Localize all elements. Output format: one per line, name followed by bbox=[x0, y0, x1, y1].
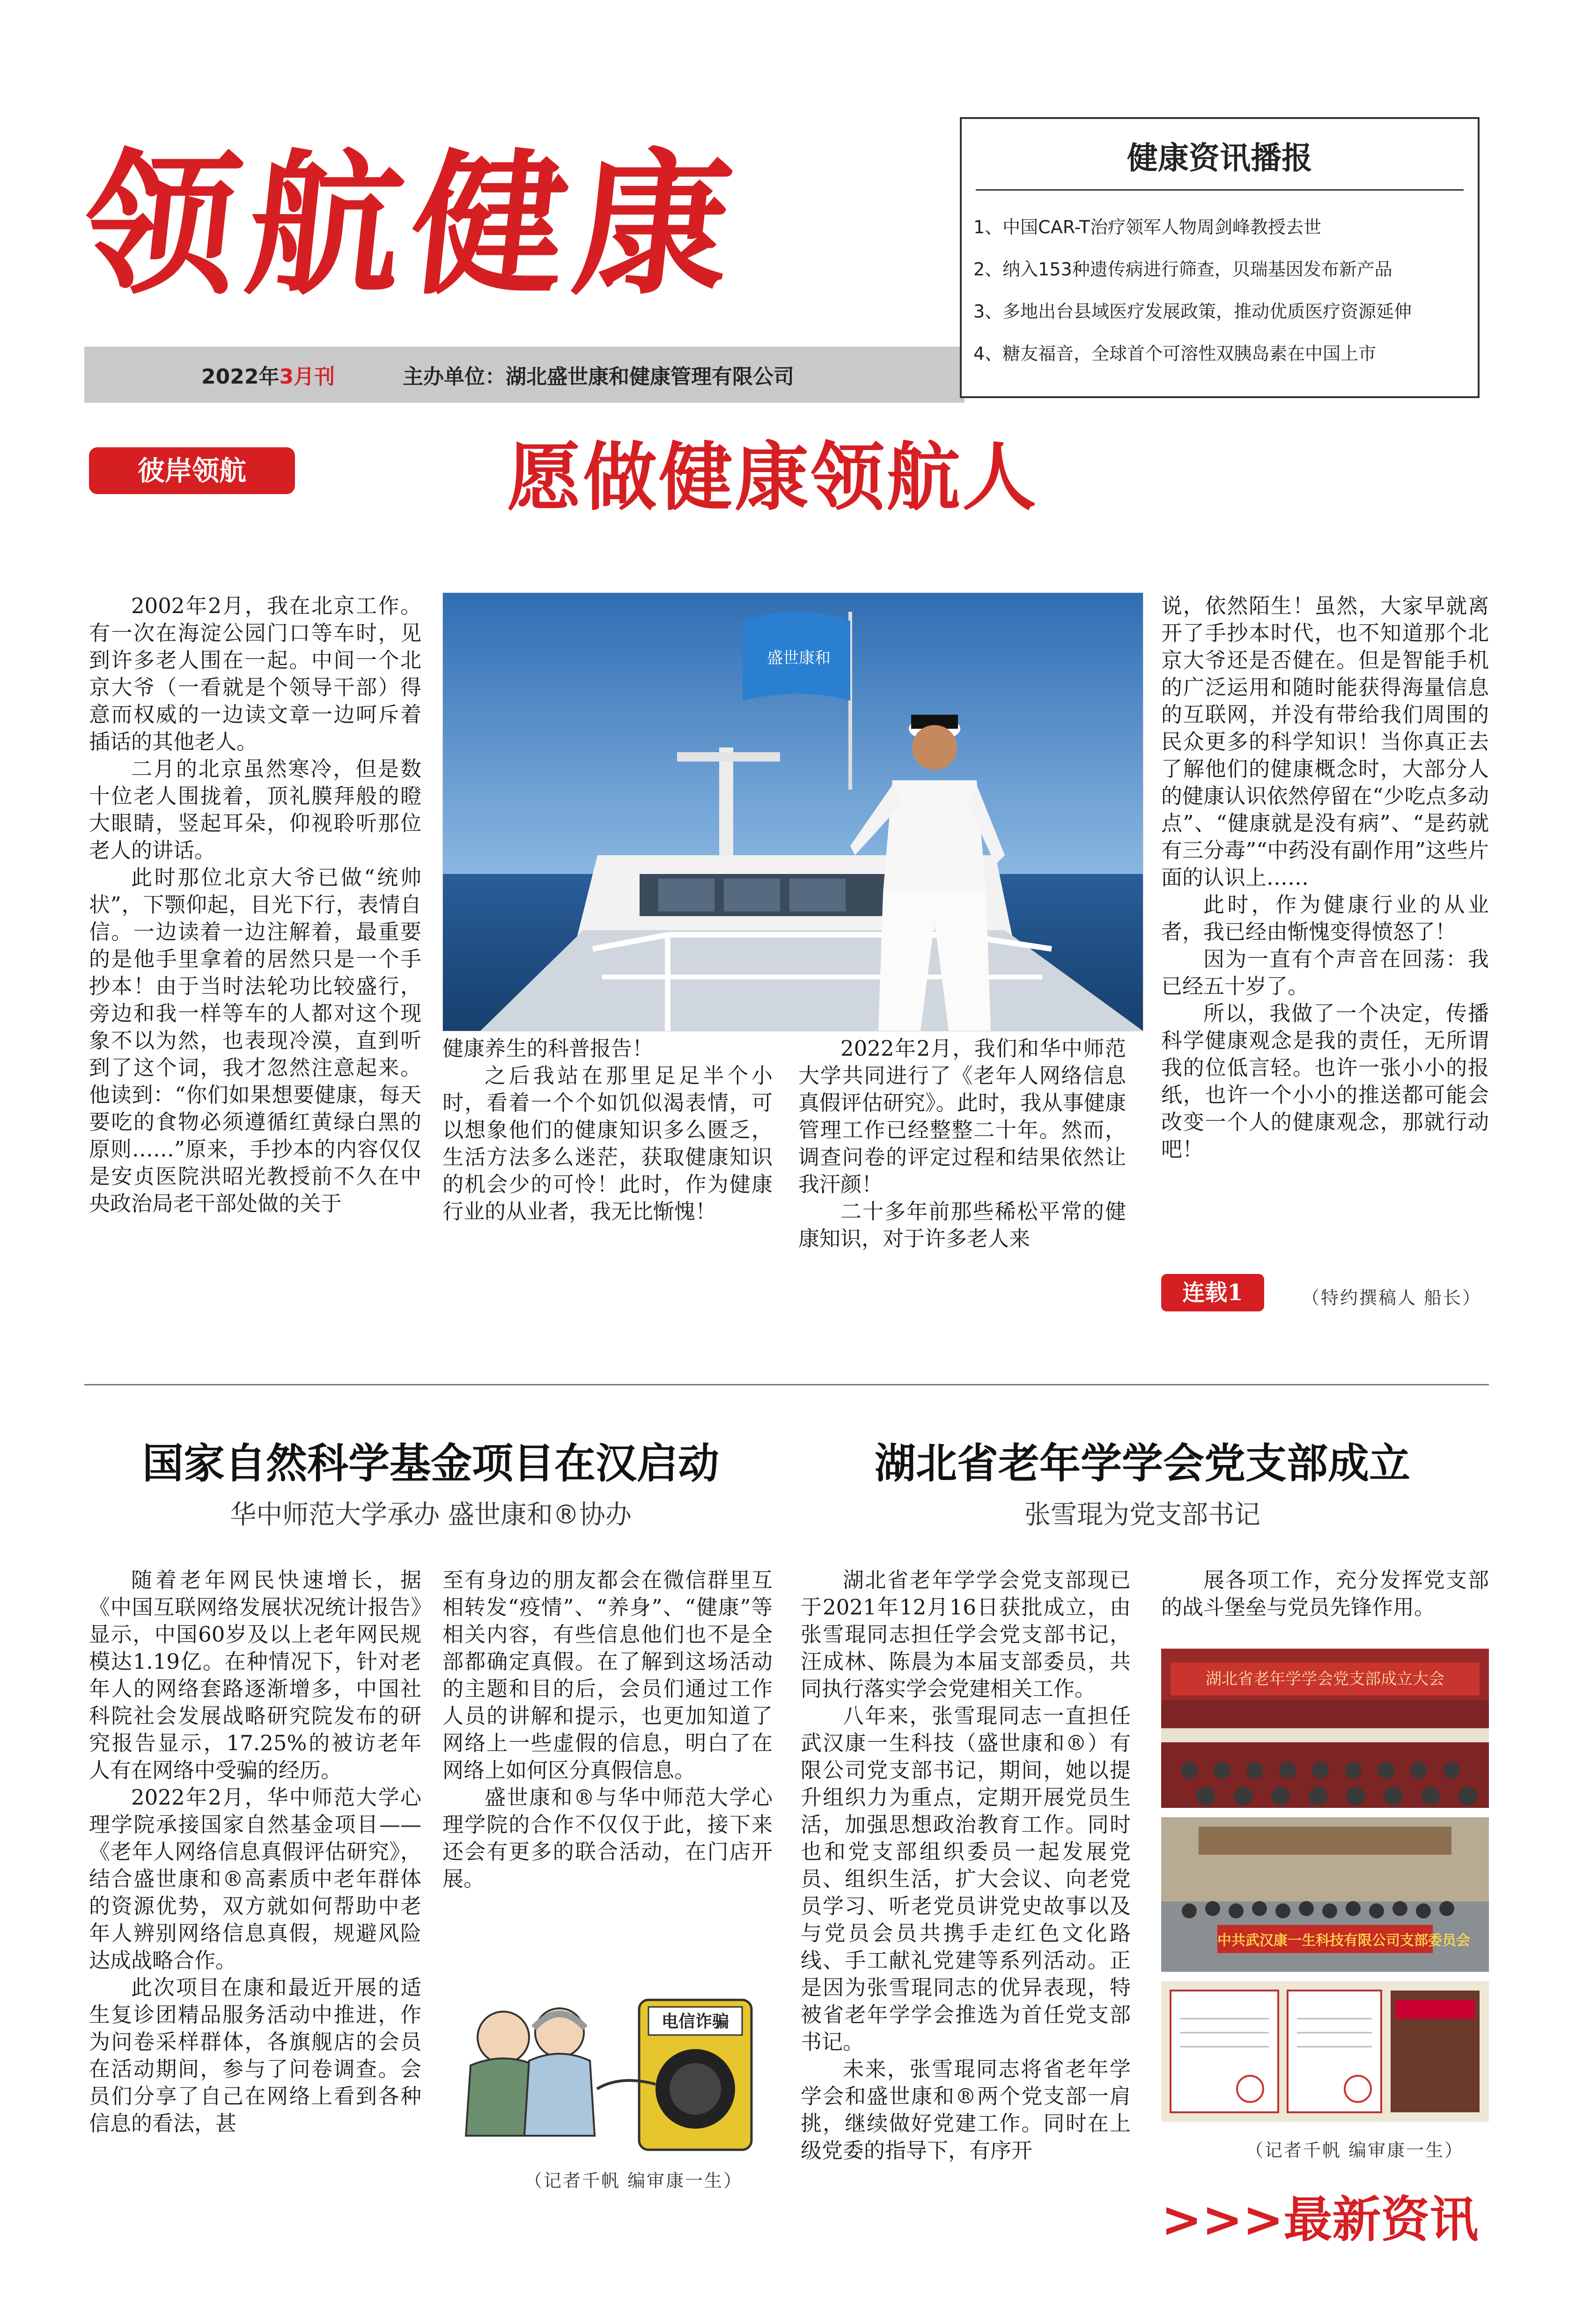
section-tag: 彼岸领航 bbox=[89, 447, 295, 494]
latest-news-link[interactable]: >>>最新资讯 bbox=[1161, 2191, 1479, 2248]
paragraph: 因为一直有个声音在回荡：我已经五十岁了。 bbox=[1161, 947, 1489, 999]
news-box-title: 健康资讯播报 bbox=[1127, 140, 1312, 176]
paragraph: 健康养生的科普报告！ bbox=[442, 1036, 654, 1061]
paragraph: 所以，我做了一个决定，传播科学健康观念是我的责任，无所谓我的位低言轻。也许一张小小的报纸，也许一个小小的推送都可能会改变一个人的健康观念，那就行动吧！ bbox=[1161, 1001, 1489, 1162]
host-org: 主办单位：湖北盛世康和健康管理有限公司 bbox=[403, 365, 794, 389]
article3-column-1 bbox=[801, 1567, 1131, 2164]
article3-subhead: 张雪琨为党支部书记 bbox=[1024, 1500, 1260, 1530]
news-item[interactable]: 3、多地出台县域医疗发展政策，推动优质医疗资源延伸 bbox=[973, 301, 1412, 322]
paragraph: 二月的北京虽然寒冷，但是数十位老人围拢着，顶礼膜拜般的瞪大眼睛，竖起耳朵，仰视聆听那位老人的讲话。 bbox=[89, 756, 421, 863]
masthead bbox=[74, 117, 974, 333]
documents-photo bbox=[1161, 1981, 1489, 2122]
article3-byline: （记者千帆 编审康一生） bbox=[1245, 2140, 1464, 2161]
paragraph: 说，依然陌生！虽然，大家早就离开了手抄本时代，也不知道那个北京大爷还是否健在。但是智能手机的广泛运用和随时能获得海量信息的互联网，并没有带给我们周围的民众更多的科学知识！当你真正去了解他们的健康概念时，大部分人的健康认识依然停留在“少吃点多动点”、“健康就是没有病”、“是药就有三分毒”“中药没有副作用”这些片面的认识上…… bbox=[1161, 593, 1489, 890]
paragraph: 之后我站在那里足足半个小时，看着一个个如饥似渴表情，可以想象他们的健康知识多么匮乏，生活方法多么迷茫，获取健康知识的机会少的可怜！此时，作为健康行业的从业者，我无比惭愧！ bbox=[442, 1063, 773, 1224]
paragraph: 此时那位北京大爷已做“统帅状”，下颚仰起，目光下行，表情自信。一边读着一边注解着，最重要的是他手里拿着的居然只是一个手抄本！由于当时法轮功比较盛行，旁边和我一样等车的人都对这个现象不以为然，也表现冷漠，直到听到了这个词，我才忽然注意起来。他读到：“你们如果想要健康，每天要吃的食物必须遵循红黄绿白黑的原则……”原来，手抄本的内容仅仅是安贞医院洪昭光教授前不久在中央政治局老干部处做的关于 bbox=[89, 865, 421, 1216]
article2-column-2 bbox=[442, 1567, 773, 1893]
documents-illustration bbox=[1161, 1981, 1489, 2122]
feature-headline: 愿做健康领航人 bbox=[507, 435, 1038, 521]
meeting-photo bbox=[1161, 1649, 1489, 1808]
issue-date: 2022年3月刊 bbox=[201, 365, 335, 389]
news-item[interactable]: 4、糖友福音，全球首个可溶性双胰岛素在中国上市 bbox=[973, 343, 1377, 364]
cartoon-sign: 电信诈骗 bbox=[661, 2012, 729, 2031]
paragraph: 此时，作为健康行业的从业者，我已经由惭愧变得愤怒了！ bbox=[1161, 892, 1489, 944]
news-item[interactable]: 2、纳入153种遗传病进行筛查，贝瑞基因发布新产品 bbox=[973, 259, 1392, 280]
news-box bbox=[960, 117, 1480, 398]
news-item[interactable]: 1、中国CAR-T治疗领军人物周剑峰教授去世 bbox=[973, 217, 1322, 237]
group-photo bbox=[1161, 1817, 1489, 1972]
article3-headline: 湖北省老年学学会党支部成立 bbox=[874, 1439, 1410, 1488]
paragraph: 2022年2月，我们和华中师范大学共同进行了《老年人网络信息真假评估研究》。此时，我从事健康管理工作已经整整二十年。然而，调查问卷的评定过程和结果依然让我汗颜！ bbox=[798, 1036, 1126, 1197]
paragraph: 展各项工作，充分发挥党支部的战斗堡垒与党员先锋作用。 bbox=[1161, 1568, 1489, 1620]
ship-photo bbox=[442, 592, 1143, 1031]
issue-bar bbox=[84, 347, 965, 403]
news-box-rule bbox=[976, 189, 1464, 191]
group-banner: 中共武汉康一生科技有限公司支部委员会 bbox=[1217, 1932, 1470, 1949]
flag-text: 盛世康和 bbox=[767, 649, 831, 667]
article2-headline: 国家自然科学基金项目在汉启动 bbox=[142, 1439, 719, 1488]
article2-byline: （记者千帆 编审康一生） bbox=[524, 2170, 743, 2191]
feature-column-2 bbox=[442, 1035, 773, 1225]
feature-column-4 bbox=[1161, 592, 1489, 1163]
article2-column-1 bbox=[89, 1567, 421, 2137]
meeting-banner: 湖北省老年学学会党支部成立大会 bbox=[1171, 1663, 1480, 1695]
feature-byline: （特约撰稿人 船长） bbox=[1302, 1288, 1482, 1308]
paragraph: 2002年2月，我在北京工作。有一次在海淀公园门口等车时，见到许多老人围在一起。中间一个北京大爷（一看就是个领导干部）得意而权威的一边读文章一边呵斥着插话的其他老人。 bbox=[89, 593, 421, 754]
masthead-title: 领航健康 bbox=[74, 134, 750, 316]
section-divider bbox=[84, 1384, 1489, 1385]
paragraph: 八年来，张雪琨同志一直担任武汉康一生科技（盛世康和®）有限公司党支部书记，期间，她以提升组织力为重点，定期开展党员生活，加强思想政治教育工作。同时也和党支部组织委员一起发展党员、组织生活，扩大会议、向老党员学习、听老党员讲党史故事以及与党员会员共携手走红色文化路线、手工献礼党建等系列活动。正是因为张雪琨同志的优异表现，特被省老年学学会推选为首任党支部书记。 bbox=[801, 1703, 1131, 2054]
fraud-cartoon bbox=[442, 1981, 773, 2159]
paragraph: 未来，张雪琨同志将省老年学学会和盛世康和®两个党支部一肩挑，继续做好党建工作。同时在上级党委的指导下，有序开 bbox=[801, 2057, 1131, 2163]
cartoon-illustration bbox=[442, 1981, 773, 2159]
paragraph: 盛世康和®与华中师范大学心理学院的合作不仅仅于此，接下来还会有更多的联合活动，在门店开展。 bbox=[442, 1785, 773, 1891]
paragraph: 2022年2月，华中师范大学心理学院承接国家自然基金项目——《老年人网络信息真假评估研究》，结合盛世康和®高素质中老年群体的资源优势，双方就如何帮助中老年人辨别网络信息真假，规避风险达成战略合作。 bbox=[89, 1785, 421, 1973]
paragraph: 随着老年网民快速增长，据《中国互联网络发展状况统计报告》显示，中国60岁及以上老年网民规模达1.19亿。在种情况下，针对老年人的网络套路逐渐增多，中国社科院社会发展战略研究院发布的研究报告显示，17.25%的被访老年人有在网络中受骗的经历。 bbox=[89, 1568, 421, 1783]
feature-column-3 bbox=[798, 1035, 1126, 1252]
paragraph: 此次项目在康和最近开展的适生复诊团精品服务活动中推进，作为问卷采样群体，各旗舰店的会员在活动期间，参与了问卷调查。会员们分享了自己在网络上看到各种信息的看法，甚 bbox=[89, 1975, 421, 2136]
paragraph: 湖北省老年学学会党支部现已于2021年12月16日获批成立，由张雪琨同志担任学会党支部书记，汪成林、陈晨为本届支部委员，共同执行落实学会党建相关工作。 bbox=[801, 1568, 1131, 1701]
ship-photo-illustration bbox=[443, 593, 1143, 1031]
meeting-crowd bbox=[1161, 1700, 1489, 1808]
feature-column-1 bbox=[89, 592, 421, 1217]
article2-subhead: 华中师范大学承办 盛世康和®协办 bbox=[230, 1500, 632, 1530]
article3-column-2 bbox=[1161, 1567, 1489, 1621]
paragraph: 至有身边的朋友都会在微信群里互相转发“疫情”、“养身”、“健康”等相关内容，有些信息他们也不是全部都确定真假。在了解到这场活动的主题和目的后，会员们通过工作人员的讲解和提示，也更加知道了网络上一些虚假的信息，明白了在网络上如何区分真假信息。 bbox=[442, 1568, 773, 1783]
paragraph: 二十多年前那些稀松平常的健康知识，对于许多老人来 bbox=[798, 1199, 1126, 1251]
serial-badge: 连载1 bbox=[1161, 1274, 1264, 1311]
